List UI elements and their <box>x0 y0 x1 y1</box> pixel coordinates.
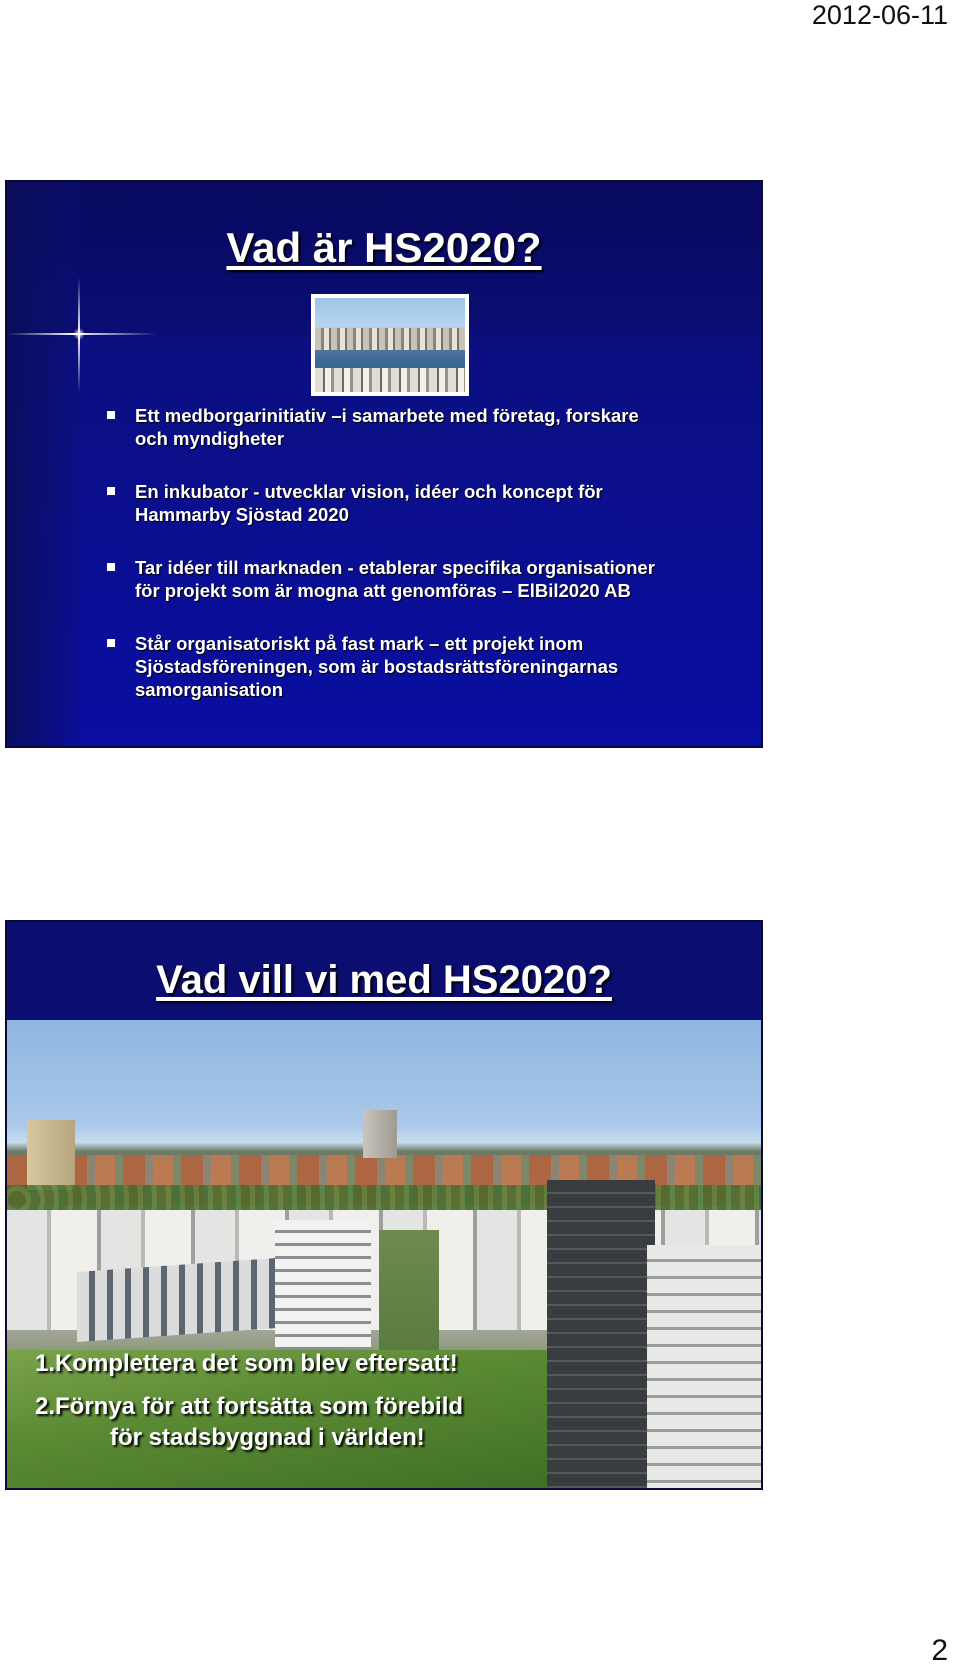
page-number: 2 <box>931 1634 948 1667</box>
bullet-text-line: Ett medborgarinitiativ –i samarbete med företag, forskare <box>135 405 639 426</box>
bullet-text-line: samorganisation <box>135 679 284 700</box>
slide-1 <box>5 180 763 748</box>
bullet-text-line: och myndigheter <box>135 428 285 449</box>
slide-title: Vad är HS2020? <box>226 224 542 271</box>
bullet-item <box>97 404 737 450</box>
harbor-photo <box>311 294 469 396</box>
list-item-continuation: för stadsbyggnad i världen! <box>110 1424 425 1451</box>
slide-title: Vad vill vi med HS2020? <box>156 958 612 1002</box>
square-bullet-icon <box>107 411 115 419</box>
square-bullet-icon <box>107 563 115 571</box>
square-bullet-icon <box>107 487 115 495</box>
list-item: 1.Komplettera det som blev eftersatt! <box>35 1350 458 1377</box>
bullet-text-line: Sjöstadsföreningen, som är bostadsrättsföreningarnas <box>135 656 619 677</box>
bullet-text-line: Hammarby Sjöstad 2020 <box>135 504 349 525</box>
bullet-item <box>97 480 737 526</box>
bullet-list <box>97 404 737 731</box>
page-date: 2012-06-11 <box>811 0 948 30</box>
slide-2 <box>5 920 763 1490</box>
bullet-text-line: Står organisatoriskt på fast mark – ett projekt inom <box>135 633 584 654</box>
numbered-list <box>35 1348 595 1453</box>
bullet-text-line: Tar idéer till marknaden - etablerar specifika organisationer <box>135 557 655 578</box>
bullet-text-line: En inkubator - utvecklar vision, idéer och koncept för <box>135 481 603 502</box>
bullet-text-line: för projekt som är mogna att genomföras – ElBil2020 AB <box>135 580 631 601</box>
square-bullet-icon <box>107 639 115 647</box>
bullet-item <box>97 632 737 701</box>
list-item: 2.Förnya för att fortsätta som förebild <box>35 1393 464 1420</box>
sparkle-decoration <box>73 328 85 340</box>
bullet-item <box>97 556 737 602</box>
